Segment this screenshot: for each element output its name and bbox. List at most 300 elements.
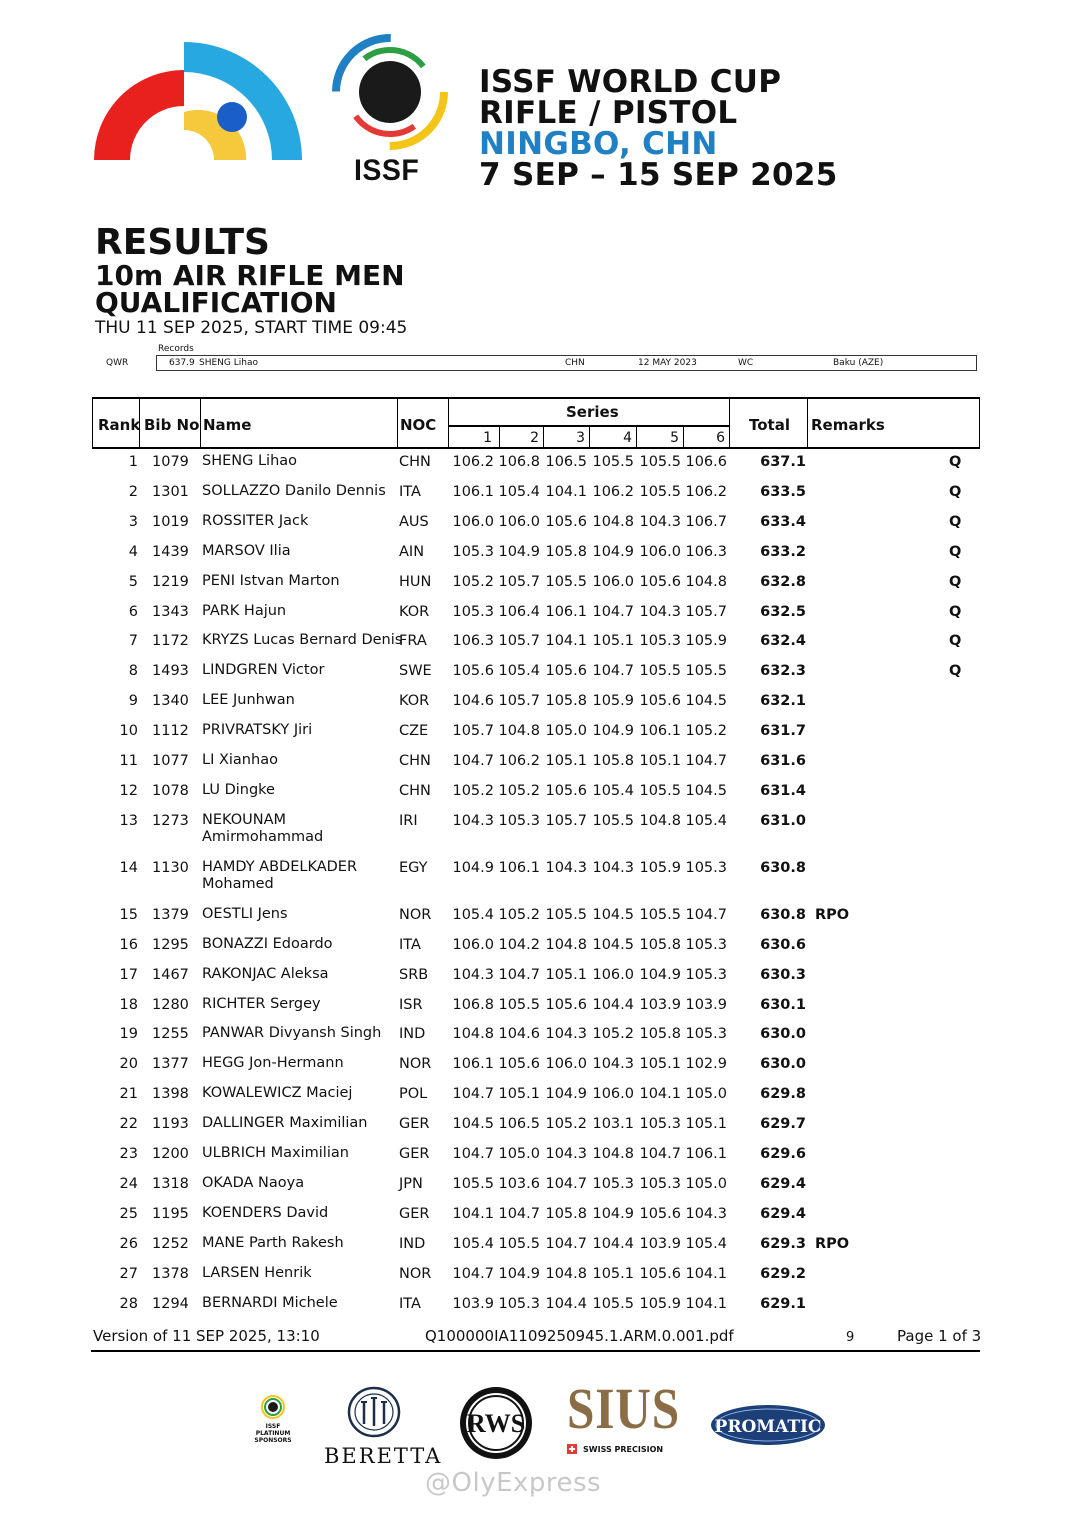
athlete-name: OKADA Naoya [202,1174,305,1191]
series-score: 105.3 [452,603,494,620]
athlete-name: LI Xianhao [202,752,278,768]
remark-cell: RPO [815,906,850,923]
sius-wordmark: SIUS [567,1376,681,1441]
series-score: 103.9 [639,996,681,1013]
noc-cell: CZE [399,723,429,740]
noc-cell: EGY [399,859,428,876]
series-score: 106.0 [452,513,494,530]
series-score: 104.3 [592,1056,634,1073]
series-score: 105.1 [639,753,681,769]
series-score: 105.6 [639,693,681,710]
series-score: 105.8 [545,543,587,560]
noc-cell: GER [399,1205,430,1222]
series-score: 105.7 [498,633,540,650]
rank-cell: 6 [128,603,138,620]
series-score: 106.0 [592,1086,634,1103]
results-datetime: THU 11 SEP 2025, START TIME 09:45 [95,318,408,338]
rank-cell: 2 [128,483,138,500]
athlete-name: KOENDERS David [202,1204,329,1221]
series-score: 106.0 [452,936,494,953]
bib-cell: 1377 [152,1056,189,1073]
series-score: 105.3 [639,633,681,650]
rank-cell: 24 [119,1175,138,1192]
series-score: 104.1 [639,1086,681,1103]
rws-wordmark: RWS [466,1409,526,1438]
series-score: 105.6 [545,996,587,1013]
series-score: 105.7 [498,693,540,710]
bib-cell: 1200 [152,1146,189,1162]
issf-platinum-sponsors-logo [250,1395,296,1444]
event-discipline: RIFLE / PISTOL [479,95,738,131]
total-score: 632.1 [760,693,806,710]
rank-cell: 27 [119,1265,138,1282]
series-score: 105.3 [592,1175,634,1192]
athlete-name: LU Dingke [202,781,275,798]
rws-logo [458,1385,534,1461]
series-score: 105.1 [592,633,634,650]
bib-cell: 1295 [152,936,189,953]
total-score: 633.2 [760,543,806,560]
series-score: 104.2 [498,936,540,953]
total-score: 630.0 [760,1056,806,1073]
rank-cell: 26 [119,1235,138,1252]
bib-cell: 1019 [152,513,189,530]
series-score: 106.1 [639,723,681,740]
series-score: 104.8 [498,723,540,740]
series-score: 104.3 [452,812,494,829]
bib-cell: 1467 [152,966,189,983]
issf-target-logo [330,32,450,152]
noc-cell: AIN [399,543,425,560]
series-score: 105.6 [452,663,494,680]
swiss-flag-icon [567,1444,577,1454]
sius-tagline: SWISS PRECISION [583,1444,664,1454]
series-number: 6 [716,430,725,446]
athlete-name: BERNARDI Michele [202,1294,338,1311]
series-score: 106.1 [545,603,587,620]
series-score: 105.0 [498,1146,540,1162]
rank-cell: 23 [119,1146,138,1162]
series-score: 105.2 [545,1116,587,1133]
athlete-name-line2: Amirmohammad [202,828,324,845]
beretta-logo [324,1386,443,1468]
rank-cell: 16 [119,936,138,953]
series-score: 104.5 [592,906,634,923]
series-score: 106.0 [592,573,634,590]
series-score: 105.5 [639,454,681,470]
series-score: 105.8 [545,1205,587,1222]
noc-cell: HUN [399,573,432,590]
series-score: 105.3 [685,936,727,953]
remark-cell: RPO [815,1235,850,1252]
total-score: 629.1 [760,1295,806,1312]
series-score: 105.7 [498,573,540,590]
series-score: 105.4 [685,812,727,829]
series-score: 104.3 [545,1026,587,1043]
athlete-name: KRYZS Lucas Bernard Denis [202,632,403,649]
series-score: 104.4 [545,1295,587,1312]
record-place: Baku (AZE) [833,358,884,368]
series-score: 104.1 [545,633,587,650]
series-score: 104.9 [498,1265,540,1282]
rank-cell: 28 [119,1295,138,1312]
series-score: 104.8 [685,573,727,590]
rank-cell: 18 [119,996,138,1013]
total-score: 633.5 [760,483,806,500]
issf-target-icon [261,1395,285,1419]
series-score: 106.0 [545,1056,587,1073]
promatic-logo [709,1403,827,1447]
series-score: 103.9 [639,1235,681,1252]
athlete-name: SOLLAZZO Danilo Dennis [202,482,386,499]
total-score: 629.8 [760,1086,806,1103]
series-score: 105.2 [452,782,494,799]
series-score: 106.0 [639,543,681,560]
footer-divider [91,1350,980,1352]
series-score: 106.0 [592,966,634,983]
qualified-mark: Q [949,513,962,530]
header-rank: Rank [98,416,141,434]
event-title: ISSF WORLD CUP [479,64,782,100]
athlete-name-line2: Mohamed [202,875,274,892]
series-score: 103.9 [452,1295,494,1312]
series-number: 4 [623,430,632,446]
series-score: 105.9 [639,1295,681,1312]
athlete-name: OESTLI Jens [202,905,288,922]
series-score: 105.8 [639,1026,681,1043]
series-score: 105.3 [452,543,494,560]
athlete-name: BONAZZI Edoardo [202,935,333,952]
total-score: 631.4 [760,782,806,799]
total-score: 629.2 [760,1265,806,1282]
athlete-name: KOWALEWICZ Maciej [202,1085,353,1102]
series-score: 105.8 [592,753,634,769]
athlete-name: ROSSITER Jack [202,512,309,529]
noc-cell: KOR [399,603,430,620]
watermark: @OlyExpress [425,1468,602,1498]
athlete-name: HAMDY ABDELKADER [202,858,358,875]
noc-cell: JPN [399,1175,423,1192]
total-score: 630.8 [760,906,806,923]
header-bib: Bib No [144,416,200,434]
bib-cell: 1273 [152,812,189,829]
athlete-name: SHENG Lihao [202,453,298,469]
header-total: Total [749,416,790,434]
rank-cell: 15 [119,906,138,923]
header-noc: NOC [400,416,437,434]
athlete-name: NEKOUNAM [202,811,287,828]
bib-cell: 1398 [152,1086,189,1103]
rank-cell: 13 [119,812,138,829]
bib-cell: 1493 [152,663,189,680]
qualified-mark: Q [949,483,962,500]
series-score: 104.8 [452,1026,494,1043]
total-score: 632.5 [760,603,806,620]
series-score: 106.7 [685,513,727,530]
rank-cell: 9 [128,693,138,710]
series-score: 103.6 [498,1175,540,1192]
series-score: 104.8 [592,1146,634,1162]
bib-cell: 1340 [152,693,189,710]
sponsor-label: SPONSORS [254,1437,292,1444]
series-score: 104.9 [639,966,681,983]
bib-cell: 1280 [152,996,189,1013]
record-code: QWR [106,358,129,368]
series-score: 103.1 [592,1116,634,1133]
noc-cell: SWE [399,663,432,680]
series-score: 105.3 [498,1295,540,1312]
series-score: 104.8 [592,513,634,530]
series-score: 106.2 [685,483,727,500]
noc-cell: GER [399,1146,430,1162]
bib-cell: 1255 [152,1026,189,1043]
athlete-name: LEE Junhwan [202,692,295,709]
rank-cell: 17 [119,966,138,983]
series-score: 104.3 [639,603,681,620]
rank-cell: 19 [119,1026,138,1043]
series-score: 105.7 [452,723,494,740]
series-score: 105.4 [685,1235,727,1252]
beretta-wordmark: BERETTA [324,1444,443,1468]
series-score: 104.7 [452,1086,494,1103]
series-score: 105.1 [545,753,587,769]
series-score: 104.3 [545,859,587,876]
series-score: 105.5 [592,812,634,829]
qualified-mark: Q [949,633,962,650]
series-score: 104.8 [639,812,681,829]
sponsor-label: PLATINUM [255,1430,291,1437]
series-score: 106.2 [498,753,540,769]
series-score: 106.1 [452,1056,494,1073]
series-score: 106.2 [452,454,494,470]
qualified-mark: Q [949,454,962,470]
header-remarks: Remarks [811,416,885,434]
total-score: 633.4 [760,513,806,530]
series-score: 104.1 [685,1265,727,1282]
series-score: 105.3 [639,1116,681,1133]
athlete-name: PANWAR Divyansh Singh [202,1025,382,1042]
series-score: 105.5 [592,454,634,470]
bib-cell: 1193 [152,1116,189,1133]
document-version: Version of 11 SEP 2025, 13:10 [93,1327,320,1345]
noc-cell: ITA [399,1295,421,1312]
series-score: 104.9 [498,543,540,560]
series-score: 104.4 [592,996,634,1013]
series-score: 104.6 [452,693,494,710]
total-score: 629.4 [760,1205,806,1222]
bib-cell: 1195 [152,1205,189,1222]
series-score: 105.7 [545,812,587,829]
rank-cell: 3 [128,513,138,530]
rank-cell: 1 [128,454,138,470]
series-score: 105.3 [685,859,727,876]
series-score: 105.7 [685,603,727,620]
total-score: 630.1 [760,996,806,1013]
promatic-wordmark: PROMATIC [714,1417,822,1437]
series-score: 106.2 [592,483,634,500]
series-score: 105.3 [685,966,727,983]
series-score: 105.5 [545,573,587,590]
athlete-name: RICHTER Sergey [202,995,321,1012]
athlete-name: LARSEN Henrik [202,1264,312,1281]
series-score: 104.7 [452,753,494,769]
total-score: 629.4 [760,1175,806,1192]
rank-cell: 8 [128,663,138,680]
results-phase: QUALIFICATION [95,286,337,319]
series-score: 104.3 [639,513,681,530]
header-series: Series [566,403,619,421]
total-score: 629.7 [760,1116,806,1133]
series-score: 106.5 [545,454,587,470]
series-score: 104.1 [452,1205,494,1222]
series-number: 2 [530,430,539,446]
total-score: 632.3 [760,663,806,680]
noc-cell: FRA [399,633,427,650]
noc-cell: POL [399,1086,428,1103]
series-score: 105.1 [545,966,587,983]
series-score: 102.9 [685,1056,727,1073]
series-score: 105.5 [685,663,727,680]
series-score: 104.7 [498,966,540,983]
record-noc: CHN [565,358,585,368]
record-holder: SHENG Lihao [199,358,258,368]
series-score: 104.7 [639,1146,681,1162]
qualified-mark: Q [949,663,962,680]
series-score: 104.8 [545,936,587,953]
record-date: 12 MAY 2023 [638,358,697,368]
series-score: 104.1 [545,483,587,500]
series-score: 104.9 [592,543,634,560]
series-score: 105.6 [545,782,587,799]
series-score: 105.3 [639,1175,681,1192]
qualified-mark: Q [949,603,962,620]
results-event: 10m AIR RIFLE MEN [95,259,405,292]
total-score: 632.4 [760,633,806,650]
athlete-name: PARK Hajun [202,602,287,619]
rank-cell: 22 [119,1116,138,1133]
series-score: 105.5 [545,906,587,923]
series-score: 106.3 [685,543,727,560]
rank-cell: 21 [119,1086,138,1103]
total-score: 629.3 [760,1235,806,1252]
series-score: 105.5 [452,1175,494,1192]
event-location: NINGBO, CHN [479,126,718,162]
athlete-name: MANE Parth Rakesh [202,1234,344,1251]
bib-cell: 1343 [152,603,189,620]
bib-cell: 1439 [152,543,189,560]
series-score: 105.6 [498,1056,540,1073]
total-score: 631.6 [760,753,806,769]
series-score: 105.6 [545,513,587,530]
world-cup-logo [92,40,304,164]
athlete-name: HEGG Jon-Hermann [202,1055,344,1072]
results-title: RESULTS [95,222,270,263]
qualified-mark: Q [949,573,962,590]
series-score: 105.0 [685,1086,727,1103]
series-score: 105.9 [685,633,727,650]
bib-cell: 1301 [152,483,189,500]
series-score: 105.5 [639,906,681,923]
bib-cell: 1379 [152,906,189,923]
series-score: 105.3 [685,1026,727,1043]
noc-cell: IRI [399,812,418,829]
series-score: 105.6 [545,663,587,680]
bib-cell: 1378 [152,1265,189,1282]
series-score: 106.3 [452,633,494,650]
record-competition: WC [738,358,754,368]
series-score: 105.5 [639,663,681,680]
noc-cell: NOR [399,906,432,923]
series-score: 104.3 [452,966,494,983]
bib-cell: 1112 [152,723,189,740]
header-name: Name [203,416,252,434]
series-score: 104.5 [452,1116,494,1133]
bib-cell: 1219 [152,573,189,590]
athlete-name: DALLINGER Maximilian [202,1115,368,1132]
series-score: 105.1 [639,1056,681,1073]
noc-cell: GER [399,1116,430,1133]
series-score: 105.6 [639,1265,681,1282]
total-score: 630.3 [760,966,806,983]
total-score: 631.7 [760,723,806,740]
athlete-name: PENI Istvan Marton [202,572,340,589]
series-score: 104.9 [592,1205,634,1222]
bib-cell: 1077 [152,753,189,769]
series-score: 104.3 [545,1146,587,1162]
series-score: 104.1 [685,1295,727,1312]
noc-cell: CHN [399,782,431,799]
series-score: 104.7 [545,1235,587,1252]
series-score: 105.1 [498,1086,540,1103]
results-table-header [92,397,980,449]
series-score: 105.5 [639,483,681,500]
series-score: 105.8 [545,693,587,710]
series-score: 105.9 [639,859,681,876]
series-score: 105.9 [592,693,634,710]
noc-cell: CHN [399,753,431,769]
document-number: 9 [846,1330,855,1345]
series-number: 3 [576,430,585,446]
athlete-name: LINDGREN Victor [202,662,325,679]
series-score: 105.5 [639,782,681,799]
noc-cell: AUS [399,513,429,530]
series-score: 104.7 [452,1265,494,1282]
series-number: 1 [483,430,492,446]
total-score: 630.6 [760,936,806,953]
series-score: 105.1 [685,1116,727,1133]
rank-cell: 25 [119,1205,138,1222]
records-box [156,355,977,371]
series-score: 104.3 [592,859,634,876]
bib-cell: 1172 [152,633,189,650]
series-score: 104.7 [685,906,727,923]
athlete-name: RAKONJAC Aleksa [202,965,329,982]
series-score: 104.6 [498,1026,540,1043]
series-score: 105.2 [452,573,494,590]
bib-cell: 1130 [152,859,189,876]
athlete-name: MARSOV Ilia [202,542,291,559]
series-score: 105.1 [592,1265,634,1282]
series-score: 105.8 [639,936,681,953]
noc-cell: ITA [399,483,421,500]
page-indicator: Page 1 of 3 [897,1327,982,1345]
series-score: 104.7 [592,663,634,680]
series-score: 105.4 [498,483,540,500]
noc-cell: IND [399,1026,426,1043]
noc-cell: NOR [399,1056,432,1073]
record-score: 637.9 [169,358,195,368]
series-score: 106.4 [498,603,540,620]
